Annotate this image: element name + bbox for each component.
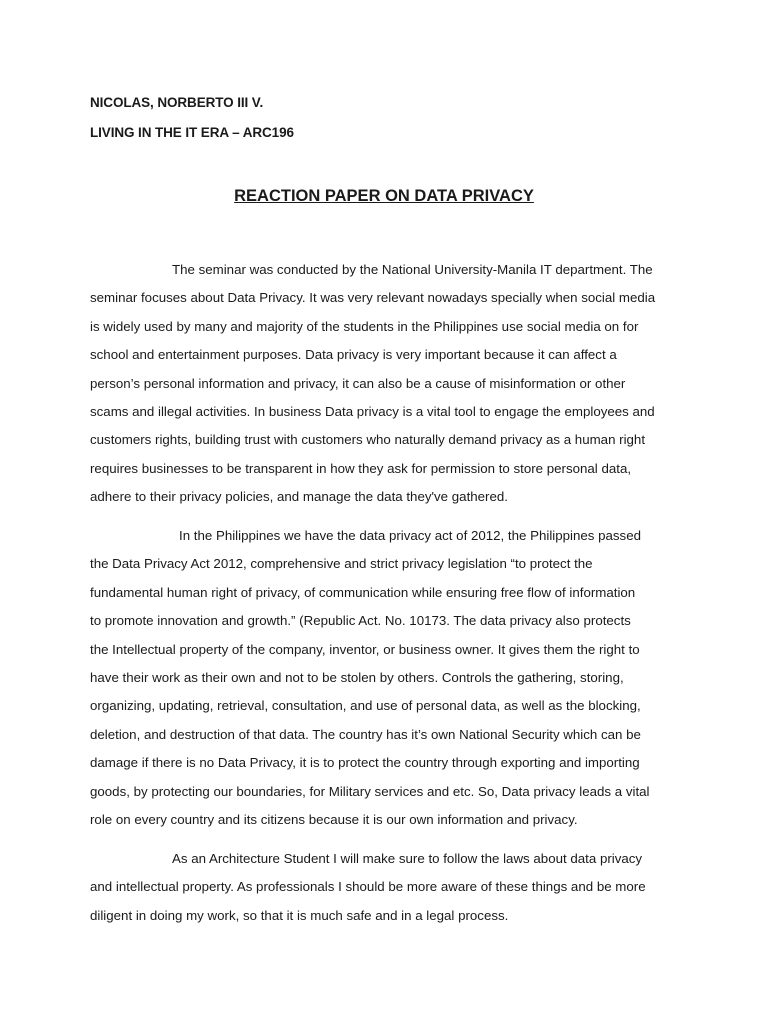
paragraph-line: damage if there is no Data Privacy, it is to protect the country through exporting and importing	[90, 755, 640, 771]
paragraph-3	[90, 845, 690, 930]
paragraph-line: seminar focuses about Data Privacy. It was very relevant nowadays specially when social media	[90, 290, 656, 306]
paragraph-line: The seminar was conducted by the National University-Manila IT department. The	[172, 262, 653, 277]
paragraph-line: person’s personal information and privacy, it can also be a cause of misinformation or other	[90, 375, 626, 391]
paragraph-line: scams and illegal activities. In business Data privacy is a vital tool to engage the employees and	[90, 403, 655, 419]
paragraph-line: requires businesses to be transparent in how they ask for permission to store personal data,	[90, 460, 632, 476]
paper-title: REACTION PAPER ON DATA PRIVACY	[234, 187, 534, 205]
paragraph-1	[90, 256, 690, 512]
paragraph-line: is widely used by many and majority of the students in the Philippines use social media on for	[90, 318, 639, 334]
paragraph-line: the Data Privacy Act 2012, comprehensive and strict privacy legislation “to protect the	[90, 556, 593, 572]
paragraph-2	[90, 522, 690, 834]
paragraph-line: to promote innovation and growth.” (Republic Act. No. 10173. The data privacy also protects	[90, 613, 631, 629]
paragraph-line: adhere to their privacy policies, and manage the data they've gathered.	[90, 489, 508, 505]
paragraph-line: In the Philippines we have the data privacy act of 2012, the Philippines passed	[179, 528, 641, 543]
paragraph-line: the Intellectual property of the company, inventor, or business owner. It gives them the right to	[90, 641, 640, 657]
paragraph-line: school and entertainment purposes. Data privacy is very important because it can affect a	[90, 347, 617, 363]
paragraph-line: organizing, updating, retrieval, consultation, and use of personal data, as well as the blocking,	[90, 698, 641, 714]
paragraph-line: customers rights, building trust with customers who naturally demand privacy as a human right	[90, 432, 646, 448]
paragraph-line: diligent in doing my work, so that it is much safe and in a legal process.	[90, 907, 509, 923]
paragraph-line: role on every country and its citizens because it is our own information and privacy.	[90, 811, 578, 827]
paragraph-line: and intellectual property. As professionals I should be more aware of these things and be more	[90, 879, 646, 895]
course-title: LIVING IN THE IT ERA – ARC196	[90, 125, 294, 140]
paragraph-line: have their work as their own and not to be stolen by others. Controls the gathering, storing,	[90, 669, 624, 685]
paragraph-line: As an Architecture Student I will make sure to follow the laws about data privacy	[172, 851, 643, 866]
paragraph-line: deletion, and destruction of that data. The country has it’s own National Security which can be	[90, 726, 641, 742]
author-name: NICOLAS, NORBERTO III V.	[90, 95, 264, 110]
paragraph-line: goods, by protecting our boundaries, for Military services and etc. So, Data privacy leads a vital	[90, 783, 650, 799]
paragraph-line: fundamental human right of privacy, of communication while ensuring free flow of information	[90, 584, 636, 600]
